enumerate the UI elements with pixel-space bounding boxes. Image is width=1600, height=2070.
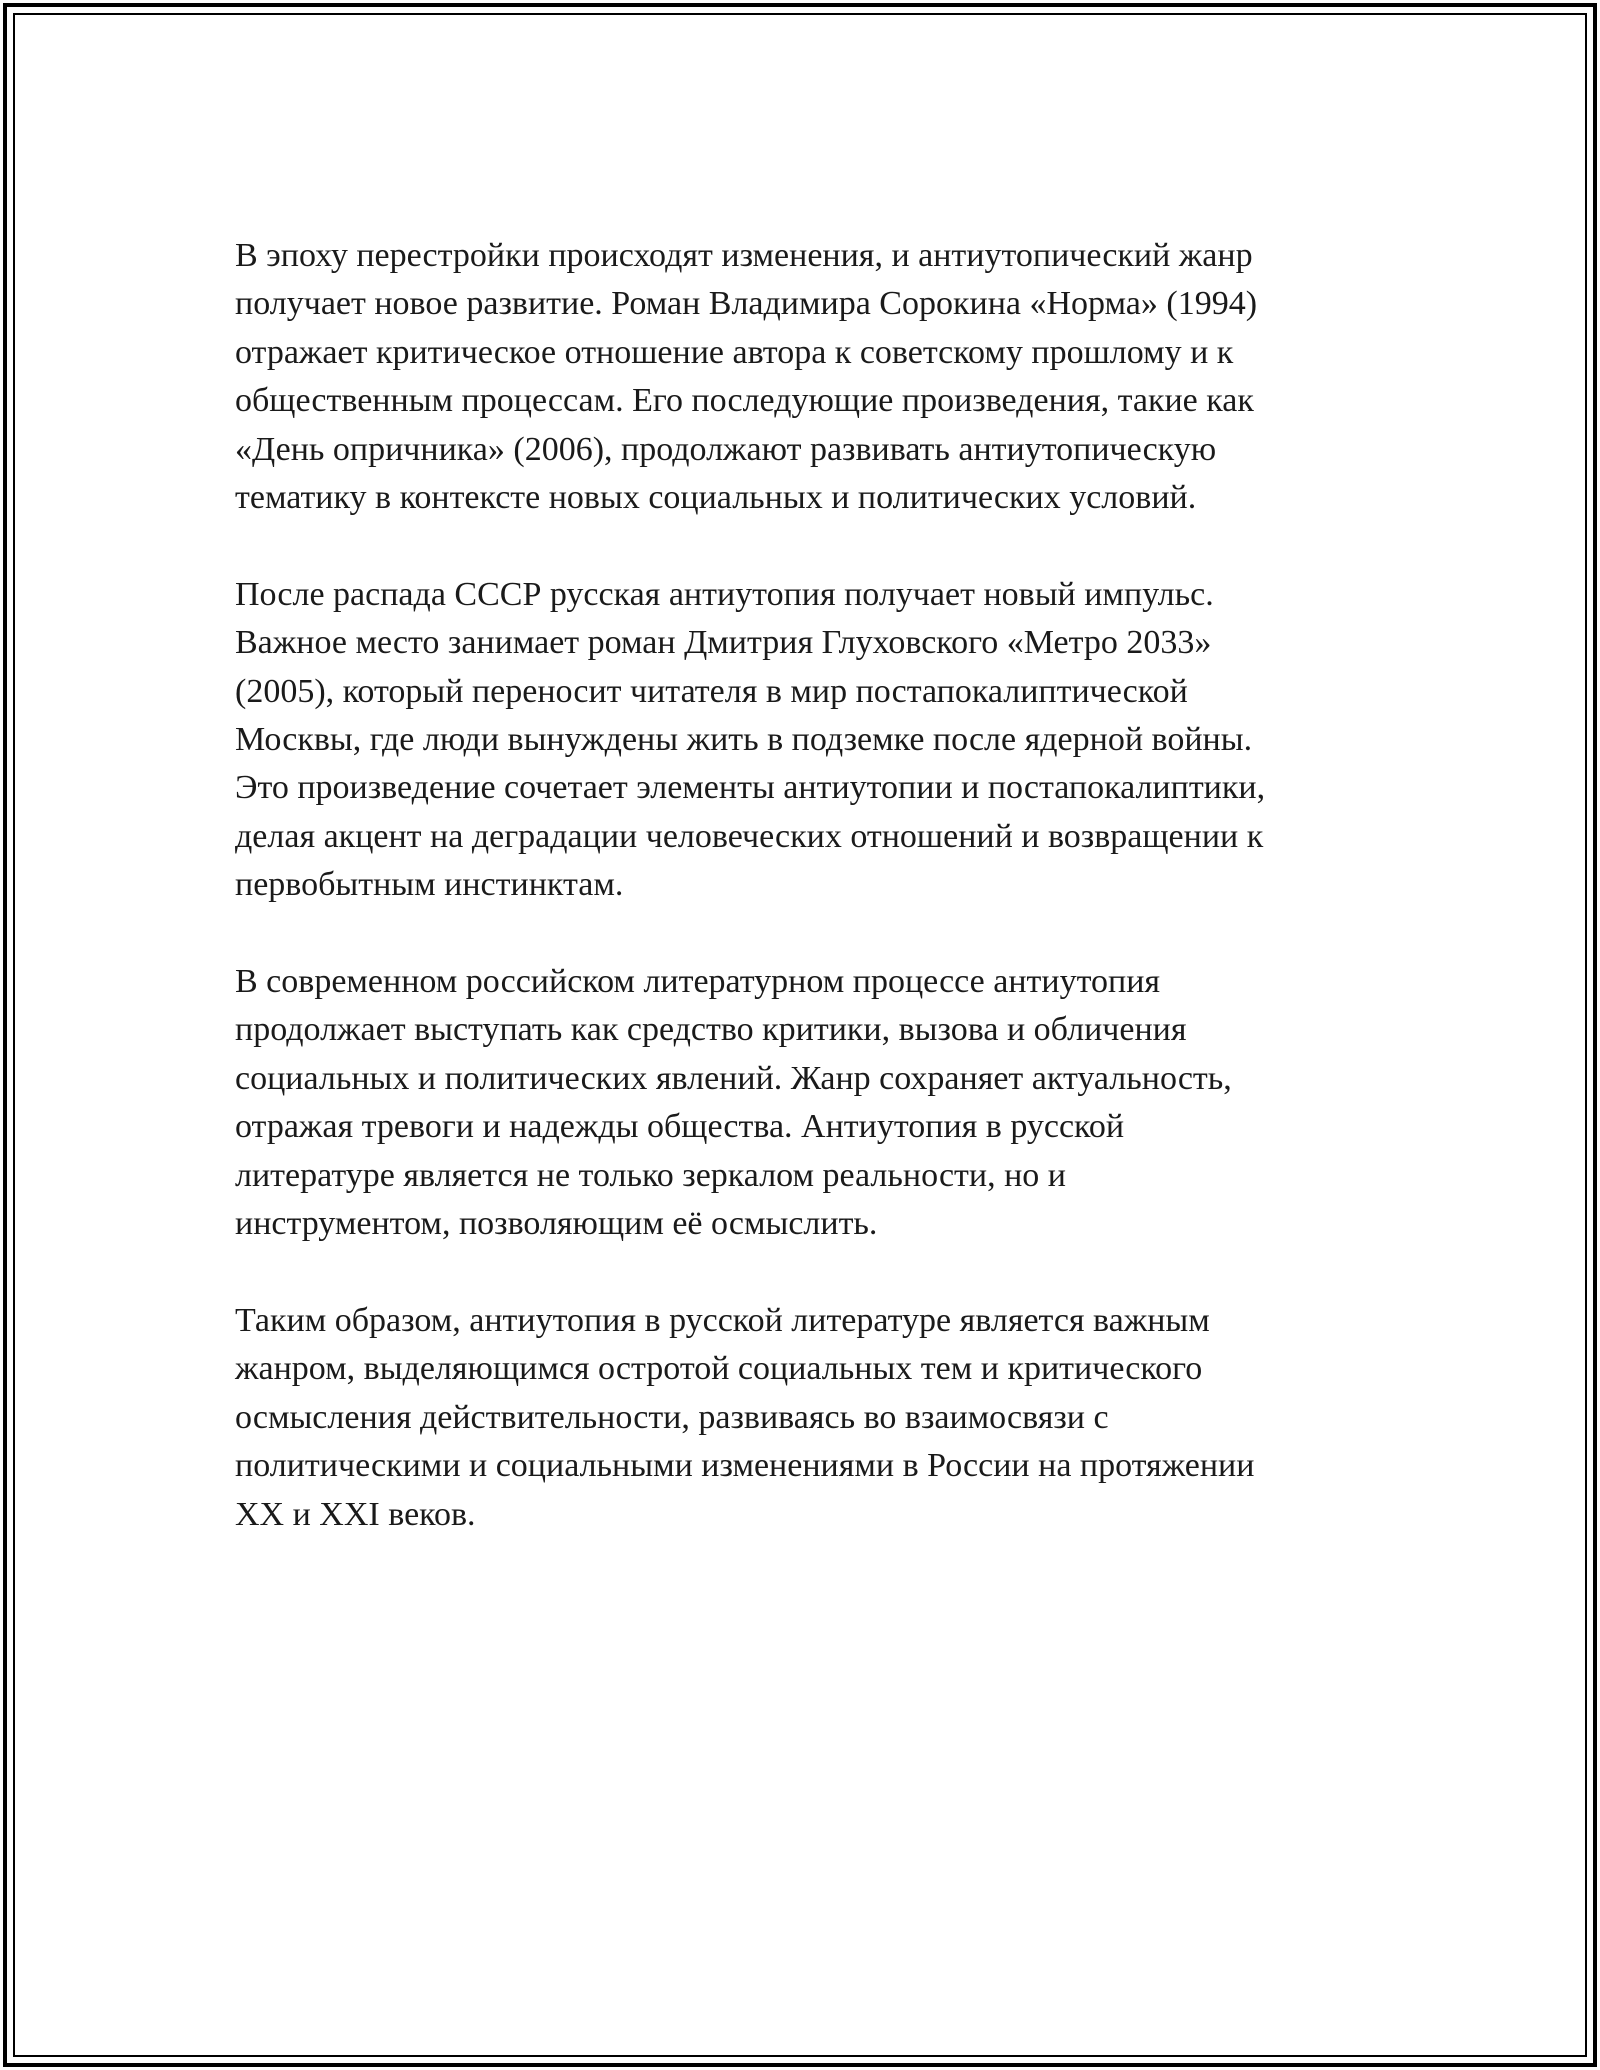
text-line: В эпоху перестройки происходят изменения, и антиутопический жанр xyxy=(235,237,1253,274)
paragraph-perestroika xyxy=(235,232,1365,522)
text-line: Таким образом, антиутопия в русской литературе является важным xyxy=(235,1301,1210,1339)
text-line: первобытным инстинктам. xyxy=(235,866,624,904)
text-line: «День опричника» (2006), продолжают развивать антиутопическую xyxy=(235,430,1217,468)
text-line: отражая тревоги и надежды общества. Антиутопия в русской xyxy=(235,1108,1125,1146)
text-line: делая акцент на деградации человеческих отношений и возвращении к xyxy=(235,817,1264,855)
text-line: продолжает выступать как средство критики, вызова и обличения xyxy=(235,1011,1187,1049)
text-line: осмысления действительности, развиваясь во взаимосвязи с xyxy=(235,1398,1109,1436)
document-body xyxy=(235,232,1365,1587)
text-line: Москвы, где люди вынуждены жить в подземке после ядерной войны. xyxy=(235,721,1253,759)
text-line: отражает критическое отношение автора к советскому прошлому и к xyxy=(235,333,1234,371)
text-line: После распада СССР русская антиутопия получает новый импульс. xyxy=(235,575,1214,613)
text-line: (2005), который переносит читателя в мир постапокалиптической xyxy=(235,672,1188,710)
text-line: социальных и политических явлений. Жанр сохраняет актуальность, xyxy=(235,1059,1232,1097)
text-line: получает новое развитие. Роман Владимира Сорокина «Норма» (1994) xyxy=(235,285,1258,323)
paragraph-conclusion xyxy=(235,1297,1365,1539)
text-line: жанром, выделяющимся остротой социальных тем и критического xyxy=(235,1350,1203,1388)
text-line: инструментом, позволяющим её осмыслить. xyxy=(235,1205,878,1243)
text-line: XX и XXI веков. xyxy=(235,1495,476,1533)
text-line: Важное место занимает роман Дмитрия Глуховского «Метро 2033» xyxy=(235,624,1212,662)
text-line: В современном российском литературном процессе антиутопия xyxy=(235,963,1161,1001)
text-line: тематику в контексте новых социальных и политических условий. xyxy=(235,479,1197,517)
paragraph-modern xyxy=(235,958,1365,1248)
text-line: литературе является не только зеркалом реальности, но и xyxy=(235,1156,1066,1194)
paragraph-post-ussr xyxy=(235,571,1365,910)
text-line: политическими и социальными изменениями в России на протяжении xyxy=(235,1447,1255,1485)
text-line: общественным процессам. Его последующие произведения, такие как xyxy=(235,382,1254,420)
text-line: Это произведение сочетает элементы антиутопии и постапокалиптики, xyxy=(235,769,1266,807)
